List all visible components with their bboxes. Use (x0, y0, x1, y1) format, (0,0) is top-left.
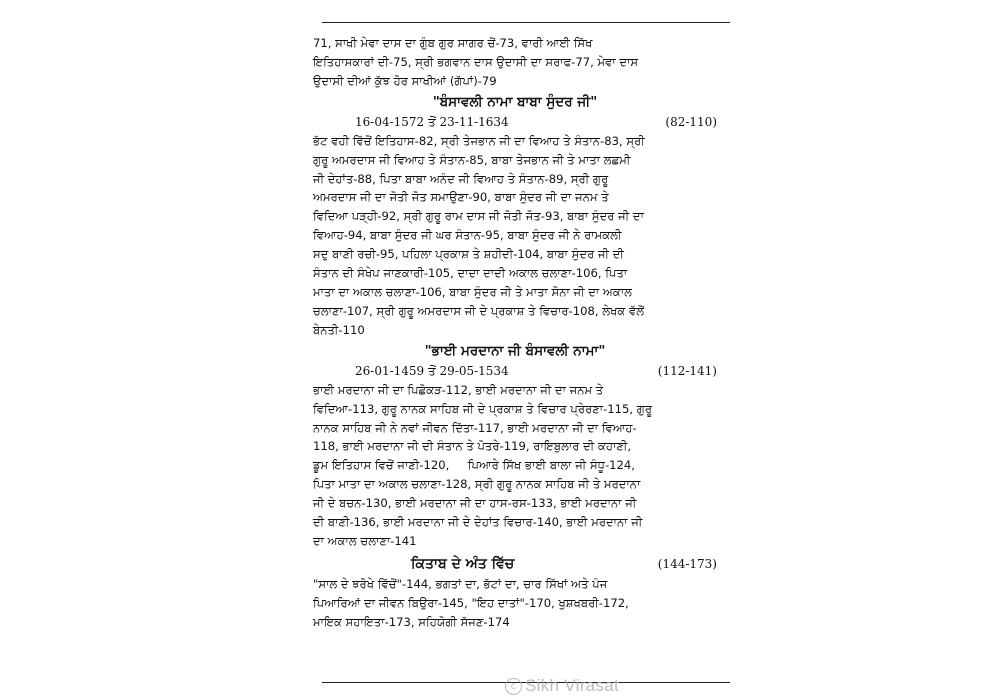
section-3-heading (313, 553, 717, 575)
text-line: ਪਿਆਰਿਆਂ ਦਾ ਜੀਵਨ ਬਿਉਰਾ-145, "ਇਹ ਦਾਤਾਂ"-170, ਖੁਸ਼ਖਬਰੀ-172, (313, 595, 629, 610)
text-line: ਬੇਨਤੀ-110 (313, 322, 365, 337)
section-2-paragraph (313, 381, 717, 551)
text-line: ਦਾ ਅਕਾਲ ਚਲਾਣਾ-141 (313, 533, 417, 548)
section-3-paragraph (313, 575, 717, 632)
text-line: ਮਾਇਕ ਸਹਾਇਤਾ-173, ਸਹਿਯੋਗੀ ਸੱਜਣ-174 (313, 614, 510, 629)
text-line: 118, ਭਾਈ ਮਰਦਾਨਾ ਜੀ ਦੀ ਸੰਤਾਨ ਤੇ ਪੋਤਰੇ-119, ਰਾਇਬੁਲਾਰ ਦੀ ਕਹਾਣੀ, (313, 439, 632, 454)
text-line: ਮਾਤਾ ਦਾ ਅਕਾਲ ਚਲਾਣਾ-106, ਬਾਬਾ ਸੁੰਦਰ ਜੀ ਤੇ ਮਾਤਾ ਸੋਨਾ ਜੀ ਦਾ ਅਕਾਲ (313, 284, 632, 299)
text-line: ਪਿਤਾ ਮਾਤਾ ਦਾ ਅਕਾਲ ਚਲਾਣਾ-128, ਸ੍ਰੀ ਗੁਰੂ ਨਾਨਕ ਸਾਹਿਬ ਜੀ ਤੇ ਮਰਦਾਨਾ (313, 477, 641, 492)
text-line: ਭੱਟ ਵਹੀ ਵਿੱਚੋਂ ਇਤਿਹਾਸ-82, ਸ੍ਰੀ ਤੇਜਭਾਨ ਜੀ ਦਾ ਵਿਆਹ ਤੇ ਸੰਤਾਨ-83, ਸ੍ਰੀ (313, 133, 645, 148)
text-line: ਜੀ ਦੇਹਾਂਤ-88, ਪਿਤਾ ਬਾਬਾ ਅਨੰਦ ਜੀ ਵਿਆਹ ਤੇ ਸੰਤਾਨ-89, ਸ੍ਰੀ ਗੁਰੂ (313, 171, 609, 186)
text-line: ਗੁਰੂ ਅਮਰਦਾਸ ਜੀ ਵਿਆਹ ਤੇ ਸੰਤਾਨ-85, ਬਾਬਾ ਤੇਜਭਾਨ ਜੀ ਤੇ ਮਾਤਾ ਲਛਮੀ (313, 152, 631, 167)
text-line: ਇਤਿਹਾਸਕਾਰਾਂ ਦੀ-75, ਸ੍ਰੀ ਭਗਵਾਨ ਦਾਸ ਉਦਾਸੀ ਦਾ ਸਰਾਫ-77, ਮੇਵਾ ਦਾਸ (313, 54, 639, 69)
top-rule (322, 22, 730, 23)
section-1-title: "ਬੰਸਾਵਲੀ ਨਾਮਾ ਬਾਬਾ ਸੁੰਦਰ ਜੀ" (432, 93, 598, 110)
section-3-title: ਕਿਤਾਬ ਦੇ ਅੰਤ ਵਿੱਚ (411, 555, 515, 572)
watermark-text: Sikh Virasat (525, 676, 619, 695)
section-1-paragraph (313, 132, 717, 340)
section-1-date-range: 16-04-1572 ਤੋਂ 23-11-1634 (355, 114, 509, 129)
text-line: ਵਿਦਿਆ-113, ਗੁਰੂ ਨਾਨਕ ਸਾਹਿਬ ਜੀ ਦੇ ਪ੍ਰਕਾਸ਼ ਤੇ ਵਿਚਾਰ ਪ੍ਰੇਰਣਾ-115, ਗੁਰੂ (313, 401, 653, 416)
text-line: ਡੂਮ ਇਤਿਹਾਸ ਵਿਚੋਂ ਜਾਣੀ-120, ਪਿਆਰੇ ਸਿੱਖ ਭਾਈ ਬਾਲਾ ਜੀ ਸੰਧੂ-124, (313, 458, 635, 473)
text-line: ਭਾਈ ਮਰਦਾਨਾ ਜੀ ਦਾ ਪਿਛੋਕੜ-112, ਭਾਈ ਮਰਦਾਨਾ ਜੀ ਦਾ ਜਨਮ ਤੇ (313, 382, 604, 397)
text-line: ਵਿਆਹ-94, ਬਾਬਾ ਸੁੰਦਰ ਜੀ ਘਰ ਸੰਤਾਨ-95, ਬਾਬਾ ਸੁੰਦਰ ਜੀ ਨੇ ਰਾਮਕਲੀ (313, 228, 622, 243)
page-content (313, 34, 717, 632)
text-line: "ਸਾਲ ਦੇ ਝਰੋਖੇ ਵਿੱਚੋਂ"-144, ਭਗਤਾਂ ਦਾ, ਭੱਟਾਂ ਦਾ, ਚਾਰ ਸਿੱਖਾਂ ਅਤੇ ਪੰਜ (313, 576, 608, 591)
section-2-title: "ਭਾਈ ਮਰਦਾਨਾ ਜੀ ਬੰਸਾਵਲੀ ਨਾਮਾ" (424, 342, 606, 359)
text-line: ਨਾਨਕ ਸਾਹਿਬ ਜੀ ਨੇ ਨਵਾਂ ਜੀਵਨ ਦਿੱਤਾ-117, ਭਾਈ ਮਰਦਾਨਾ ਜੀ ਦਾ ਵਿਆਹ- (313, 420, 637, 435)
text-line: ਸੰਤਾਨ ਦੀ ਸੰਖੇਪ ਜਾਣਕਾਰੀ-105, ਦਾਦਾ ਦਾਦੀ ਅਕਾਲ ਚਲਾਣਾ-106, ਪਿਤਾ (313, 266, 628, 281)
section-2-date-range: 26-01-1459 ਤੋਂ 29-05-1534 (355, 363, 509, 378)
text-line: ਵਿਦਿਆ ਪੜ੍ਹੀ-92, ਸ੍ਰੀ ਗੁਰੂ ਰਾਮ ਦਾਸ ਜੀ ਜੋਤੀ ਜੋਤ-93, ਬਾਬਾ ਸੁੰਦਰ ਜੀ ਦਾ (313, 209, 644, 224)
text-line: ਸਦੁ ਬਾਣੀ ਰਚੀ-95, ਪਹਿਲਾ ਪ੍ਰਕਾਸ਼ ਤੇ ਸ਼ਹੀਦੀ-104, ਬਾਬਾ ਸੁੰਦਰ ਜੀ ਦੀ (313, 247, 624, 262)
text-line: ਚਲਾਣਾ-107, ਸ੍ਰੀ ਗੁਰੂ ਅਮਰਦਾਸ ਜੀ ਦੇ ਪ੍ਰਕਾਸ਼ ਤੇ ਵਿਚਾਰ-108, ਲੇਖਕ ਵੱਲੋਂ (313, 303, 645, 318)
section-3-page-range: (144-173) (657, 556, 717, 571)
intro-paragraph (313, 34, 717, 91)
watermark (505, 676, 619, 696)
section-1-dates (313, 113, 717, 132)
text-line: ਜੀ ਦੇ ਬਚਨ-130, ਭਾਈ ਮਰਦਾਨਾ ਜੀ ਦਾ ਹਾਸ-ਰਸ-133, ਭਾਈ ਮਰਦਾਨਾ ਜੀ (313, 496, 637, 511)
text-line: ਉਦਾਸੀ ਦੀਆਂ ਕੁੱਝ ਹੋਰ ਸਾਖੀਆਂ (ਗੱਪਾਂ)-79 (313, 73, 497, 88)
section-1-page-range: (82-110) (665, 114, 717, 129)
copyright-icon: c (505, 678, 522, 695)
text-line: ਦੀ ਬਾਣੀ-136, ਭਾਈ ਮਰਦਾਨਾ ਜੀ ਦੇ ਦੇਹਾਂਤ ਵਿਚਾਰ-140, ਭਾਈ ਮਰਦਾਨਾ ਜੀ (313, 515, 643, 530)
section-2-page-range: (112-141) (657, 363, 717, 378)
text-line: ਅਮਰਦਾਸ ਜੀ ਦਾ ਜੋਤੀ ਜੋਤ ਸਮਾਉਣਾ-90, ਬਾਬਾ ਸੁੰਦਰ ਜੀ ਦਾ ਜਨਮ ਤੇ (313, 190, 609, 205)
section-2-dates (313, 362, 717, 381)
text-line: 71, ਸਾਖੀ ਮੇਵਾ ਦਾਸ ਦਾ ਗੁੰਬ ਗੁਰ ਸਾਗਰ ਚੋਂ-73, ਵਾਰੀ ਆਈ ਸਿੱਖ (313, 36, 593, 50)
